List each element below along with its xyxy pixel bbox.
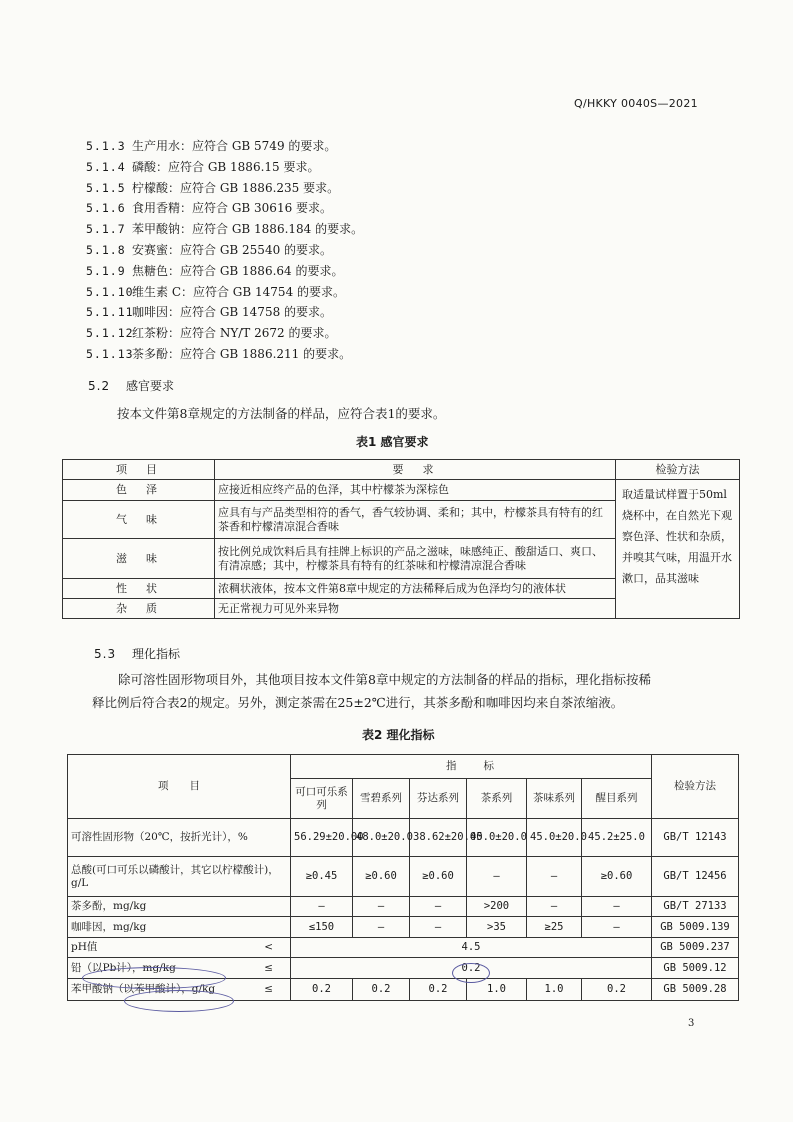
table1-row-requirement: 浓稠状液体，按本文件第8章中规定的方法稀释后成为色泽均匀的液体状 (215, 579, 616, 599)
table2-value: ≥0.45 (291, 857, 353, 897)
table1-row-requirement: 应接近相应终产品的色泽，其中柠檬茶为深棕色 (215, 480, 616, 501)
table2-value: 45.0±20.0 (467, 819, 527, 857)
section-number: 5.3 (94, 647, 117, 661)
item-label: 铅（以Pb计），mg/kg (71, 961, 176, 974)
table2-merged-value: 0.2 (291, 958, 652, 979)
section-5-3-paragraph-line1: 除可溶性固形物项目外，其他项目按本文件第8章中规定的方法制备的样品的指标，理化指标按稀 (118, 672, 651, 687)
annotation-circle (82, 967, 226, 989)
table1-row-item: 杂 质 (63, 599, 215, 619)
requirement-number: 5.1.4 (86, 159, 126, 174)
table1-row-item: 滋 味 (63, 539, 215, 579)
table1-header-requirement: 要 求 (215, 460, 616, 480)
table2-value: ≤150 (291, 917, 353, 938)
table2-caption: 表2 理化指标 (362, 728, 435, 742)
table2-value: 45.0±20.0 (527, 819, 582, 857)
table2-method: GB/T 12456 (652, 857, 739, 897)
requirement-list (86, 136, 363, 365)
requirement-text: 生产用水：应符合 GB 5749 的要求。 (132, 139, 337, 153)
table2-header-index: 指 标 (291, 755, 652, 779)
table2-row-item: 茶多酚，mg/kg (68, 897, 291, 917)
table2-row-item (68, 938, 291, 958)
table2-header-method: 检验方法 (652, 755, 739, 819)
requirement-item (86, 344, 363, 365)
series-header: 芬达系列 (410, 779, 467, 819)
table1-row-requirement: 应具有与产品类型相符的香气，香气较协调、柔和；其中，柠檬茶具有特有的红茶香和柠檬清凉混合香味 (215, 501, 616, 539)
table2-method: GB/T 27133 (652, 897, 739, 917)
section-title: 理化指标 (132, 647, 181, 661)
section-number: 5.2 (88, 379, 111, 393)
table1-caption: 表1 感官要求 (356, 435, 429, 449)
table2-value: 48.0±20.0 (353, 819, 410, 857)
requirement-text: 安赛蜜：应符合 GB 25540 的要求。 (132, 242, 333, 257)
requirement-text: 茶多酚：应符合 GB 1886.211 的要求。 (132, 346, 352, 361)
table2-value: 0.2 (291, 979, 353, 1001)
requirement-item (86, 240, 363, 261)
table2-value: 38.62±20.00 (410, 819, 467, 857)
requirement-number: 5.1.10 (86, 284, 134, 299)
document-id: Q/HKKY 0040S—2021 (574, 97, 698, 110)
table2-value: 1.0 (527, 979, 582, 1001)
requirement-number: 5.1.9 (86, 263, 126, 278)
requirement-text: 维生素 C：应符合 GB 14754 的要求。 (132, 284, 346, 299)
table2-value: — (582, 917, 652, 938)
table2-method: GB 5009.12 (652, 958, 739, 979)
requirement-item (86, 198, 363, 219)
requirement-number: 5.1.13 (86, 346, 134, 361)
requirement-item (86, 178, 363, 199)
table2-value: >35 (467, 917, 527, 938)
section-5-3-paragraph-line2: 释比例后符合表2的规定。另外，测定茶需在25±2℃进行，其茶多酚和咖啡因均来自茶浓缩液。 (92, 695, 624, 710)
annotation-circle (124, 990, 234, 1012)
comparison-symbol: ≤ (264, 983, 273, 995)
table2-row-item: 可溶性固形物（20℃，按折光计），% (68, 819, 291, 857)
table1-row-item: 气 味 (63, 501, 215, 539)
requirement-text: 苯甲酸钠：应符合 GB 1886.184 的要求。 (132, 222, 364, 237)
comparison-symbol: ≤ (264, 961, 273, 974)
requirement-item (86, 136, 363, 157)
table2-value: — (353, 917, 410, 938)
table2-value: >200 (467, 897, 527, 917)
item-label: 苯甲酸钠（以苯甲酸计），g/kg (71, 983, 216, 995)
table2-row-item: 咖啡因，mg/kg (68, 917, 291, 938)
requirement-number: 5.1.3 (86, 139, 126, 153)
series-header: 雪碧系列 (353, 779, 410, 819)
table2-value: 0.2 (582, 979, 652, 1001)
table2-value: — (353, 897, 410, 917)
table2-value: 0.2 (353, 979, 410, 1001)
requirement-item (86, 323, 363, 344)
requirement-text: 焦糖色：应符合 GB 1886.64 的要求。 (132, 263, 344, 278)
requirement-number: 5.1.8 (86, 242, 126, 257)
comparison-symbol: < (264, 941, 273, 953)
requirement-text: 红茶粉：应符合 NY/T 2672 的要求。 (132, 326, 337, 341)
series-header: 茶系列 (467, 779, 527, 819)
table2-value: 0.2 (410, 979, 467, 1001)
series-header: 可口可乐系列 (291, 779, 353, 819)
annotation-circle (452, 963, 490, 983)
requirement-text: 咖啡因：应符合 GB 14758 的要求。 (132, 305, 333, 320)
item-label: pH值 (71, 941, 98, 953)
series-header: 茶味系列 (527, 779, 582, 819)
table2-value: ≥0.60 (410, 857, 467, 897)
table2-value: ≥0.60 (582, 857, 652, 897)
requirement-text: 食用香精：应符合 GB 30616 要求。 (132, 201, 333, 216)
table2-method: GB 5009.28 (652, 979, 739, 1001)
table2-value: — (527, 857, 582, 897)
requirement-text: 柠檬酸：应符合 GB 1886.235 要求。 (132, 180, 340, 195)
table2-value: 1.0 (467, 979, 527, 1001)
table2-value: — (410, 917, 467, 938)
requirement-item (86, 219, 363, 240)
section-heading-5-3 (94, 645, 180, 662)
table2-merged-value: 4.5 (291, 938, 652, 958)
table2-value: — (527, 897, 582, 917)
table2-value: — (582, 897, 652, 917)
physicochemical-table (67, 754, 739, 1001)
table1-row-item: 色 泽 (63, 480, 215, 501)
sensory-table (62, 459, 740, 619)
table1-header-item: 项 目 (63, 460, 215, 480)
table2-value: — (410, 897, 467, 917)
section-5-2-paragraph: 按本文件第8章规定的方法制备的样品，应符合表1的要求。 (117, 406, 446, 421)
requirement-number: 5.1.11 (86, 305, 134, 320)
table1-header-method: 检验方法 (616, 460, 740, 480)
requirement-text: 磷酸：应符合 GB 1886.15 要求。 (132, 159, 320, 174)
section-heading-5-2 (88, 377, 174, 394)
requirement-item (86, 157, 363, 178)
table2-value: 45.2±25.0 (582, 819, 652, 857)
table2-method: GB 5009.139 (652, 917, 739, 938)
requirement-item (86, 282, 363, 303)
table2-row-item: 总酸(可口可乐以磷酸计，其它以柠檬酸计)，g/L (68, 857, 291, 897)
table2-value: ≥0.60 (353, 857, 410, 897)
table2-value: — (467, 857, 527, 897)
table2-value: 56.29±20.00 (291, 819, 353, 857)
requirement-number: 5.1.7 (86, 222, 126, 237)
page-number: 3 (688, 1018, 695, 1029)
table2-value: — (291, 897, 353, 917)
table2-method: GB/T 12143 (652, 819, 739, 857)
table1-row-requirement: 无正常视力可见外来异物 (215, 599, 616, 619)
section-title: 感官要求 (126, 379, 175, 393)
series-header: 醒目系列 (582, 779, 652, 819)
table1-row-requirement: 按比例兑成饮料后具有挂牌上标识的产品之滋味，味感纯正、酸甜适口、爽口、有清凉感；其中，柠檬茶具有特有的红茶味和柠檬清凉混合香味 (215, 539, 616, 579)
requirement-item (86, 261, 363, 282)
requirement-item (86, 302, 363, 323)
requirement-number: 5.1.5 (86, 180, 126, 195)
table2-method: GB 5009.237 (652, 938, 739, 958)
table2-value: ≥25 (527, 917, 582, 938)
table1-method: 取适量试样置于50ml烧杯中，在自然光下观察色泽、性状和杂质，并嗅其气味，用温开水漱口，品其滋味 (616, 480, 740, 619)
table2-header-item: 项 目 (68, 755, 291, 819)
table1-row-item: 性 状 (63, 579, 215, 599)
requirement-number: 5.1.12 (86, 326, 134, 341)
requirement-number: 5.1.6 (86, 201, 126, 216)
